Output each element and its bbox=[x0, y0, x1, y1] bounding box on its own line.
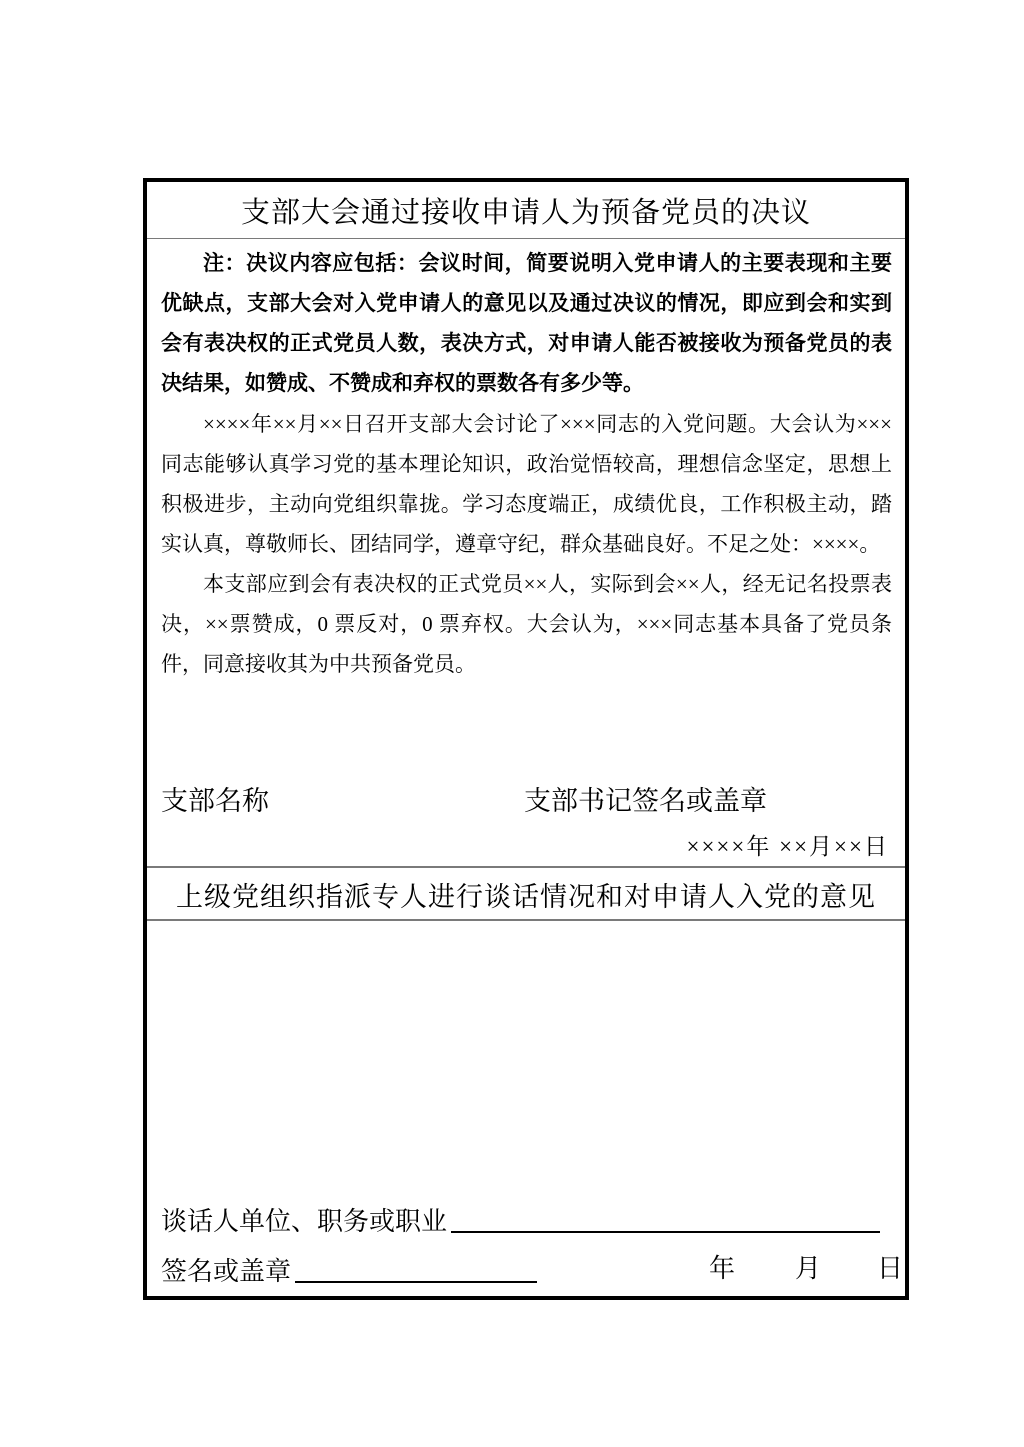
year-label: 年 bbox=[709, 1254, 736, 1283]
interviewer-info-label: 谈话人单位、职务或职业 bbox=[161, 1207, 448, 1236]
signature-label: 签名或盖章 bbox=[161, 1257, 292, 1286]
section-header: 上级党组织指派专人进行谈话情况和对申请人入党的意见 bbox=[176, 882, 876, 912]
branch-name-label: 支部名称 bbox=[161, 786, 269, 816]
resolution-body bbox=[161, 244, 892, 684]
signature-blank-line bbox=[295, 1281, 537, 1283]
resolution-paragraph-1: ××××年××月××日召开支部大会讨论了×××同志的入党问题。大会认为×××同志能够认真学习党的基本理论知识，政治觉悟较高，理想信念坚定，思想上积极进步，主动向党组织靠拢。学习态度端正，成绩优良，工作积极主动，踏实认真，尊敬师长、团结同学，遵章守纪，群众基础良好。不足之处：××××。 bbox=[161, 412, 892, 556]
month-label: 月 bbox=[795, 1254, 822, 1283]
sign-row bbox=[161, 1250, 904, 1288]
resolution-paragraph-2: 本支部应到会有表决权的正式党员××人，实际到会××人，经无记名投票表决，××票赞成，0 票反对，0 票弃权。大会认为，×××同志基本具备了党员条件，同意接收其为中共预备党员。 bbox=[161, 572, 892, 676]
form-frame bbox=[143, 178, 909, 1300]
form-title: 支部大会通过接收申请人为预备党员的决议 bbox=[240, 196, 811, 229]
day-label: 日 bbox=[877, 1254, 904, 1283]
section-divider-bottom bbox=[147, 919, 905, 921]
note-text: 注：决议内容应包括：会议时间，简要说明入党申请人的主要表现和主要优缺点，支部大会对入党申请人的意见以及通过决议的情况，即应到会和实到会有表决权的正式党员人数，表决方式，对申请人能否被接收为预备党员的表决结果，如赞成、不赞成和弃权的票数各有多少等。 bbox=[161, 252, 892, 395]
title-divider bbox=[147, 238, 905, 239]
section-divider-top bbox=[147, 866, 905, 868]
resolution-date-line: ××××年 ××月××日 bbox=[686, 834, 889, 859]
secretary-signature-label: 支部书记签名或盖章 bbox=[524, 786, 767, 816]
interviewer-row bbox=[161, 1200, 880, 1238]
signature-row bbox=[161, 779, 892, 815]
interviewer-blank-line bbox=[451, 1231, 880, 1233]
